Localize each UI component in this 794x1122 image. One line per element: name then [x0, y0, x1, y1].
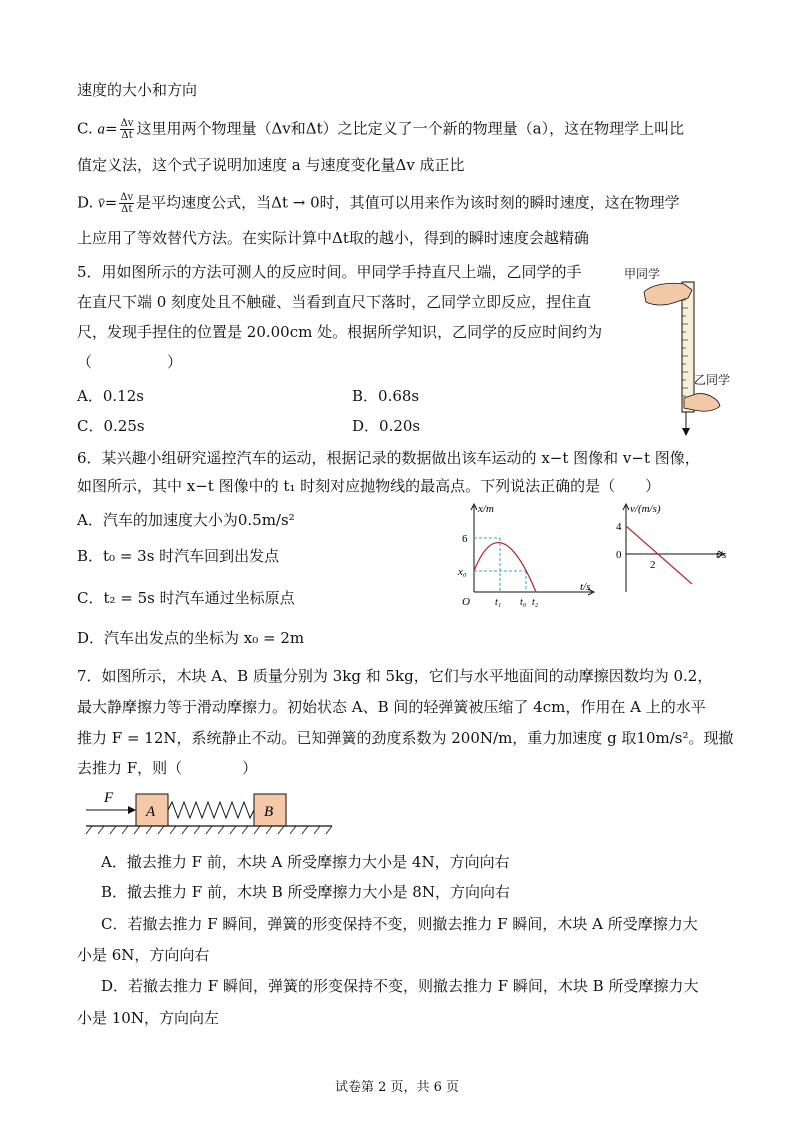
xt-ylabel: x/m [478, 503, 494, 515]
force-label: F [104, 790, 114, 806]
q7-option-d-line2: 小是 10N，方向向左 [77, 1009, 219, 1027]
q7-line2: 最大静摩擦力等于滑动摩擦力。初始状态 A、B 间的轻弹簧被压缩了 4cm，作用在 A 上的水平 [77, 698, 706, 716]
option-d-line2: 上应用了等效替代方法。在实际计算中Δt取的越小，得到的瞬时速度会越精确 [77, 229, 589, 247]
xt-origin: O [462, 596, 470, 608]
xt-tick-6: 6 [462, 533, 468, 545]
xt-parabola [474, 543, 536, 592]
q6-line1: 6．某兴趣小组研究遥控汽车的运动，根据记录的数据做出该车运动的 x−t 图像和 v−t 图像， [77, 449, 700, 467]
xt-graph [452, 500, 602, 610]
q5-line3: 尺，发现手捏住的位置是 20.00cm 处。根据所学知识，乙同学的反应时间约为 [77, 323, 603, 341]
q5-paren: （ ） [77, 353, 183, 371]
option-c-label: C. [77, 119, 93, 138]
q5-option-d: D．0.20s [352, 417, 421, 435]
option-c-line2: 值定义法，这个式子说明加速度 a 与速度变化量Δv 成正比 [77, 156, 465, 174]
d-fraction: $\frac{\Delta v}{\Delta t}$ [120, 192, 134, 215]
spring [168, 802, 254, 818]
vt-ylabel: v/(m/s) [630, 503, 661, 515]
page-footer: 试卷第 2 页，共 6 页 [334, 1080, 460, 1095]
block-a-label: A [146, 804, 156, 820]
q5-line1: 5．用如图所示的方法可测人的反应时间。甲同学手持直尺上端，乙同学的手 [77, 263, 582, 281]
xt-tick-t1: t₁ [495, 597, 502, 608]
q5-option-a: A．0.12s [77, 387, 144, 405]
q5-option-c: C．0.25s [77, 417, 145, 435]
line-continuation: 速度的大小和方向 [77, 81, 198, 99]
option-c-text: 这里用两个物理量（Δv和Δt）之比定义了一个新的物理量（a），这在物理学上叫比 [136, 119, 685, 138]
ruler-figure [622, 262, 732, 442]
q7-line1: 7．如图所示，木块 A、B 质量分别为 3kg 和 5kg，它们与水平地面间的动摩擦因数均为 0.2， [77, 667, 713, 685]
q5-line2: 在直尺下端 0 刻度处且不触碰、当看到直尺下落时，乙同学立即反应，捏住直 [77, 293, 592, 311]
q7-line4: 去推力 F，则（ ） [77, 759, 258, 777]
label-jia: 甲同学 [624, 267, 661, 281]
block-b-label: B [264, 804, 274, 820]
spring-blocks-figure [82, 786, 342, 846]
vt-graph [612, 500, 742, 600]
option-d-label: D. [77, 193, 94, 212]
q7-line3: 推力 F = 12N，系统静止不动。已知弹簧的劲度系数为 200N/m，重力加速度 g 取10m/s²。现撤 [77, 729, 734, 747]
option-d-line1: D. v̄= $\frac{\Delta v}{\Delta t}$ 是平均速度公式，当Δt → 0时，其值可以用来作为该时刻的瞬时速度，这在物理学 [77, 192, 680, 215]
label-yi: 乙同学 [694, 373, 731, 387]
xt-xlabel: t/s [580, 581, 591, 593]
q6-option-d: D．汽车出发点的坐标为 x₀ = 2m [77, 629, 305, 647]
bottom-hand-icon [684, 394, 720, 412]
q6-option-c: C．t₂ = 5s 时汽车通过坐标原点 [77, 589, 295, 607]
q7-option-b: B．撤去推力 F 前，木块 B 所受摩擦力大小是 8N，方向向右 [101, 883, 510, 901]
option-d-text: 是平均速度公式，当Δt → 0时，其值可以用来作为该时刻的瞬时速度，这在物理学 [136, 193, 680, 212]
q7-option-d-line1: D．若撤去推力 F 瞬间，弹簧的形变保持不变，则撤去推力 F 瞬间，木块 B 所受摩擦力大 [101, 977, 699, 995]
vt-xlabel: t/s [716, 549, 727, 561]
xt-tick-x0: x₀ [458, 566, 467, 578]
c-fraction: $\frac{\Delta v}{\Delta t}$ [120, 118, 134, 141]
q5-option-b: B．0.68s [352, 387, 420, 405]
vt-line [626, 526, 692, 584]
q6-option-a: A．汽车的加速度大小为0.5m/s² [77, 511, 295, 529]
q7-option-c-line1: C．若撤去推力 F 瞬间，弹簧的形变保持不变，则撤去推力 F 瞬间，木块 A 所受摩擦力大 [101, 915, 698, 933]
q6-line2: 如图所示，其中 x−t 图像中的 t₁ 时刻对应抛物线的最高点。下列说法正确的是（ ） [77, 477, 661, 495]
q6-option-b: B．t₀ = 3s 时汽车回到出发点 [77, 547, 280, 565]
q7-option-c-line2: 小是 6N，方向向右 [77, 946, 210, 964]
xt-tick-t0: t₀ [520, 597, 527, 608]
ruler [682, 282, 694, 412]
vt-tick-0: 0 [616, 549, 622, 561]
option-c-line1: C. a= $\frac{\Delta v}{\Delta t}$ 这里用两个物理量（Δv和Δt）之比定义了一个新的物理量（a），这在物理学上叫比 [77, 118, 685, 141]
vt-tick-2: 2 [650, 559, 656, 571]
vt-tick-4: 4 [616, 521, 622, 533]
q7-option-a: A．撤去推力 F 前，木块 A 所受摩擦力大小是 4N，方向向右 [101, 853, 510, 871]
xt-tick-t2: t₂ [532, 597, 539, 608]
